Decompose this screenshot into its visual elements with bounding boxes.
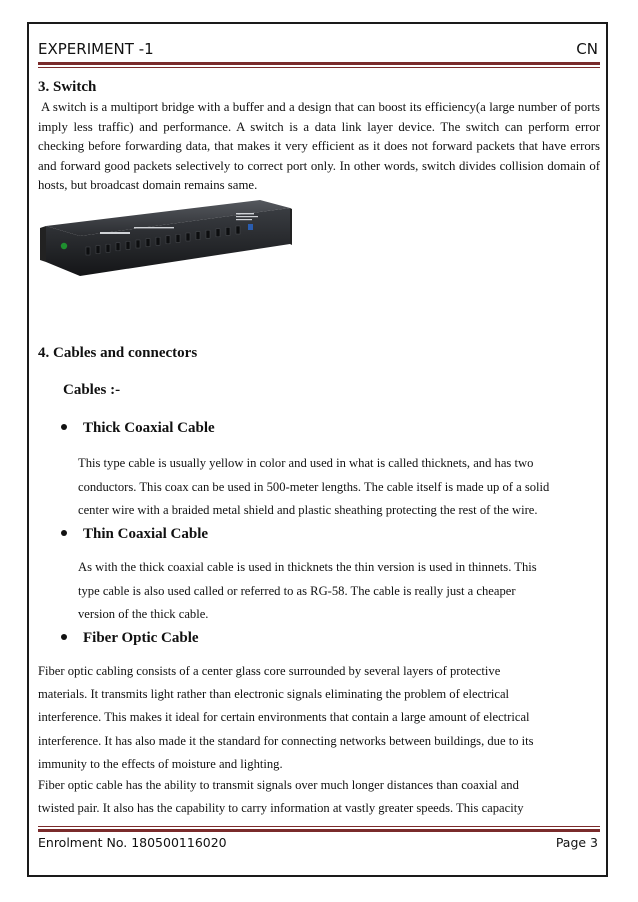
- bullet-thick-coaxial: [61, 420, 215, 437]
- fiber-paragraph-2: [38, 774, 600, 820]
- header-experiment-label: EXPERIMENT -1: [38, 40, 154, 58]
- text-line: version of the thick cable.: [78, 607, 209, 621]
- header-subject-label: CN: [576, 40, 598, 58]
- bullet-thin-coaxial: [61, 526, 208, 543]
- bullet-dot-icon: [61, 634, 67, 640]
- header-rule-thin: [38, 67, 600, 68]
- cables-subtitle: Cables :-: [63, 382, 121, 398]
- bullet-label: Thick Coaxial Cable: [83, 420, 215, 436]
- header-rule-thick: [38, 62, 600, 65]
- footer-rule-thin: [38, 826, 600, 827]
- thick-coaxial-text: [78, 452, 598, 523]
- bullet-dot-icon: [61, 424, 67, 430]
- fiber-paragraph-1: [38, 660, 600, 776]
- bullet-dot-icon: [61, 530, 67, 536]
- thin-coaxial-text: [78, 556, 598, 627]
- text-line: Fiber optic cable has the ability to transmit signals over much longer distances than coaxial and: [38, 778, 519, 792]
- text-line: Fiber optic cabling consists of a center glass core surrounded by several layers of protective: [38, 664, 501, 678]
- text-line: interference. This makes it ideal for certain environments that contain a large amount of electrical: [38, 710, 530, 725]
- text-line: immunity to the effects of moisture and lighting.: [38, 756, 283, 771]
- section-3-title: 3. Switch: [38, 79, 97, 95]
- page-footer: [38, 835, 598, 855]
- text-line: type cable is also used called or referred to as RG-58. The cable is really just a cheaper: [78, 583, 516, 598]
- page-header: [38, 40, 598, 64]
- section-4-title: 4. Cables and connectors: [38, 345, 198, 361]
- footer-enrolment: Enrolment No. 180500116020: [38, 835, 227, 850]
- text-line: This type cable is usually yellow in color and used in what is called thicknets, and has two: [78, 456, 534, 470]
- text-line: materials. It transmits light rather than electronic signals eliminating the problem of electrical: [38, 687, 510, 702]
- text-line: twisted pair. It also has the capability to carry information at vastly greater speeds. This capacity: [38, 801, 524, 816]
- footer-rule-thick: [38, 829, 600, 832]
- text-line: interference. It has also made it the standard for connecting networks between buildings, due to its: [38, 733, 534, 748]
- bullet-label: Fiber Optic Cable: [83, 630, 199, 646]
- section-3-body: A switch is a multiport bridge with a buffer and a design that can boost its efficiency(a large number of ports imply less traffic) and performance. A switch is a data link layer device. The switch can perform error checking before forwarding data, that makes it very efficient as it does not forward packets that have errors and forward good packets selectively to correct port only. In other words, switch divides collision domain of hosts, but broadcast domain remains same.: [38, 100, 600, 192]
- text-line: As with the thick coaxial cable is used in thicknets the thin version is used in thinnets. This: [78, 560, 537, 574]
- footer-page-number: Page 3: [555, 835, 598, 850]
- text-line: center wire with a braided metal shield and plastic sheathing protecting the rest of the wire.: [78, 503, 538, 517]
- bullet-fiber-optic: [61, 630, 199, 647]
- network-switch-image: [40, 196, 292, 278]
- text-line: conductors. This coax can be used in 500-meter lengths. The cable itself is made up of a solid: [78, 479, 550, 494]
- bullet-label: Thin Coaxial Cable: [83, 526, 209, 542]
